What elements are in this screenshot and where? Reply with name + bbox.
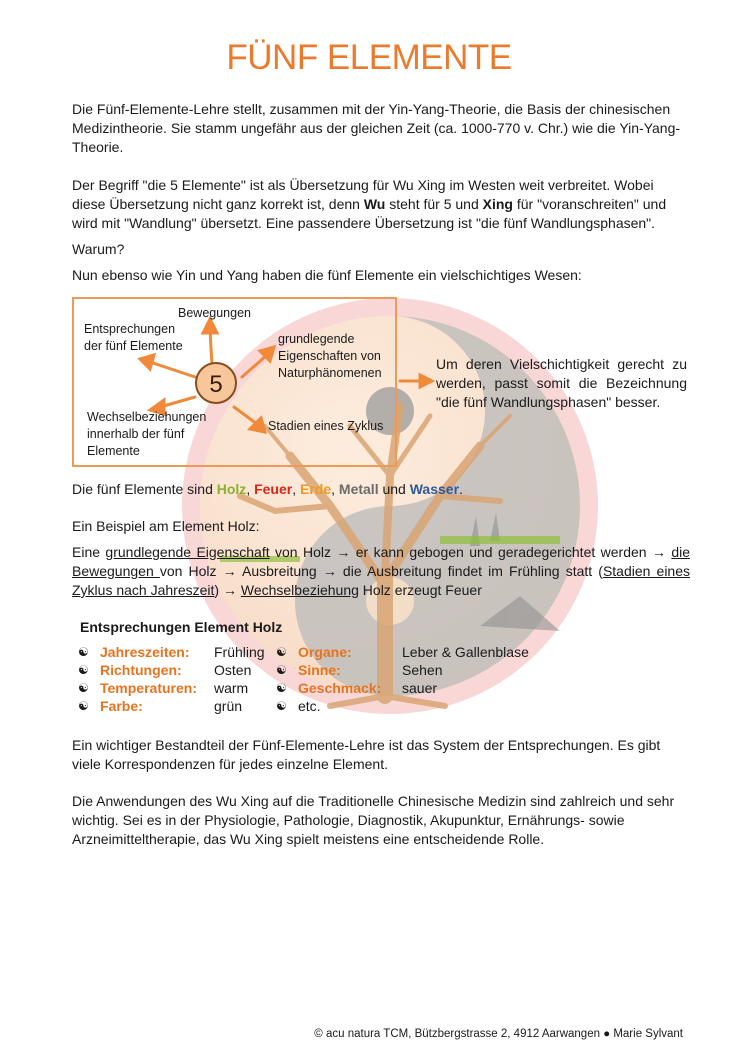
elements-prefix: Die fünf Elemente sind	[72, 481, 217, 497]
yin-yang-icon: ☯	[276, 699, 287, 713]
beispiel-underline-wechselbeziehung: Wechselbeziehung	[240, 582, 359, 598]
beispiel-text: Eine	[72, 544, 106, 560]
yin-yang-icon: ☯	[78, 645, 89, 659]
beispiel-text: von Holz	[269, 544, 337, 560]
page-title: FÜNF ELEMENTE	[226, 38, 512, 77]
entsprechung-key: Organe:	[298, 644, 352, 660]
entsprechung-value: warm	[214, 680, 249, 696]
intro-xing: Xing	[482, 196, 513, 212]
entsprechung-row	[78, 697, 278, 715]
entsprechung-row	[276, 661, 556, 679]
elements-und: und	[378, 481, 410, 497]
entsprechung-key: Richtungen:	[100, 662, 182, 678]
yin-yang-icon: ☯	[78, 681, 89, 695]
diagram-label-line: Naturphänomenen	[278, 366, 382, 380]
arrow-icon: →	[336, 544, 351, 560]
entsprechung-value: sauer	[402, 680, 438, 696]
intro-paragraph-3: Nun ebenso wie Yin und Yang haben die fünf Elemente ein vielschichtiges Wesen:	[72, 267, 582, 283]
arrow-icon: →	[222, 563, 237, 579]
intro-wu: Wu	[363, 196, 386, 212]
intro-paragraph-1: Die Fünf-Elemente-Lehre stellt, zusammen mit der Yin-Yang-Theorie, die Basis der chinesischen Medizintheorie. Sie stamm ungefähr aus der gleichen Zeit (ca. 1000-770 v. Chr.) wie die Yin-Yang-Theorie.	[72, 101, 681, 155]
diagram-label-eigenschaften	[278, 331, 382, 382]
diagram-center-five: 5	[195, 362, 237, 404]
entsprechung-value: Osten	[214, 662, 252, 678]
yin-yang-icon: ☯	[276, 663, 287, 677]
beispiel-paragraph	[72, 543, 690, 600]
element-metall: Metall	[338, 481, 379, 497]
yin-yang-icon: ☯	[276, 645, 287, 659]
entsprechung-key: Sinne:	[298, 662, 341, 678]
diagram-side-text: Um deren Vielschichtigkeit gerecht zu werden, passt somit die Bezeichnung "die fünf Wandlungsphasen" besser.	[436, 356, 687, 410]
outro-paragraph-1: Ein wichtiger Bestandteil der Fünf-Elemente-Lehre ist das System der Entsprechungen. Es gibt viele Korrespondenzen für jedes einzelne Element.	[72, 737, 661, 772]
arrow-icon: →	[322, 563, 337, 579]
beispiel-underline-eigenschaft: grundlegende Eigenschaft	[105, 544, 270, 560]
entsprechungen-title: Entsprechungen Element Holz	[80, 619, 283, 635]
entsprechung-row	[78, 643, 278, 661]
footer: © acu natura TCM, Bützbergstrasse 2, 4912 Aarwangen ● Marie Sylvant	[314, 1028, 683, 1040]
entsprechung-value: Sehen	[402, 662, 443, 678]
entsprechung-row	[78, 679, 278, 697]
entsprechungen-left-column	[78, 643, 278, 715]
entsprechung-value: etc.	[298, 698, 321, 714]
entsprechung-value: grün	[214, 698, 243, 714]
intro-p2-text-c: für "voranschreiten" und wird mit "Wandlung" übersetzt. Eine passendere Übersetzung ist "die fünf Wandlungsphasen".	[72, 196, 667, 231]
beispiel-underline-stadien: Stadien eines Zyklus nach Jahreszeit	[72, 563, 690, 598]
elements-sep: ,	[331, 481, 339, 497]
entsprechung-value: Frühling	[214, 644, 265, 660]
yin-yang-icon: ☯	[78, 699, 89, 713]
diagram-label-line: Entsprechungen	[84, 322, 176, 336]
diagram-label-line: Eigenschaften von	[278, 349, 381, 363]
elements-sep: ,	[246, 481, 255, 497]
entsprechung-row	[276, 679, 556, 697]
diagram-label-line: Wechselbeziehungen	[87, 410, 207, 424]
warum-heading: Warum?	[72, 241, 125, 257]
element-wasser: Wasser	[409, 481, 460, 497]
outro-paragraph-2: Die Anwendungen des Wu Xing auf die Traditionelle Chinesische Medizin sind zahlreich und sehr wichtig. Sei es in der Physiologie, Pathologie, Diagnostik, Akupunktur, Ernährungs- sowie Arzneimitteltherapie, das Wu Xing spielt meistens eine entscheidende Rolle.	[72, 793, 675, 847]
diagram-label-line: Elemente	[87, 444, 140, 458]
entsprechung-row	[276, 643, 556, 661]
entsprechung-key: Jahreszeiten:	[100, 644, 190, 660]
beispiel-text: von Holz	[159, 563, 223, 579]
entsprechungen-right-column	[276, 643, 556, 715]
entsprechung-key: Geschmack:	[298, 680, 382, 696]
entsprechung-row	[276, 697, 556, 715]
diagram-label-entsprechungen	[84, 321, 183, 355]
elements-sep: ,	[292, 481, 300, 497]
elements-end: .	[459, 481, 463, 497]
intro-paragraph-2	[72, 176, 690, 233]
arrow-icon: →	[222, 582, 237, 598]
diagram-label-line: der fünf Elemente	[84, 339, 183, 353]
beispiel-text: die Ausbreitung findet im Frühling statt (	[336, 563, 603, 579]
intro-p2-text-a: Der Begriff "die 5 Elemente" ist als Übersetzung für Wu Xing im Westen weit verbreitet. Wobei diese Übersetzung nicht ganz korrekt ist, denn	[72, 177, 654, 212]
diagram-label-bewegungen: Bewegungen	[178, 306, 251, 320]
intro-p2-text-b: steht für 5 und	[385, 196, 483, 212]
entsprechung-value: Leber & Gallenblase	[402, 644, 529, 660]
beispiel-text: )	[214, 582, 223, 598]
entsprechung-row	[78, 661, 278, 679]
diagram-label-line: grundlegende	[278, 332, 355, 346]
entsprechung-key: Farbe:	[100, 698, 143, 714]
diagram-label-line: innerhalb der fünf	[87, 427, 185, 441]
entsprechung-key: Temperaturen:	[100, 680, 197, 696]
beispiel-text: Ausbreitung	[236, 563, 323, 579]
arrow-icon: →	[651, 544, 666, 560]
yin-yang-icon: ☯	[78, 663, 89, 677]
element-erde: Erde	[300, 481, 332, 497]
element-holz: Holz	[216, 481, 247, 497]
beispiel-text: er kann gebogen und geradegerichtet werden	[350, 544, 652, 560]
beispiel-heading: Ein Beispiel am Element Holz:	[72, 518, 260, 534]
yin-yang-icon: ☯	[276, 681, 287, 695]
element-feuer: Feuer	[254, 481, 293, 497]
beispiel-text: Holz erzeugt Feuer	[358, 582, 482, 598]
diagram-label-wechselbeziehungen	[87, 409, 206, 460]
beispiel-underline-bewegungen: die Bewegungen	[72, 544, 691, 579]
diagram-label-stadien: Stadien eines Zyklus	[268, 419, 384, 433]
elements-line	[72, 480, 690, 499]
